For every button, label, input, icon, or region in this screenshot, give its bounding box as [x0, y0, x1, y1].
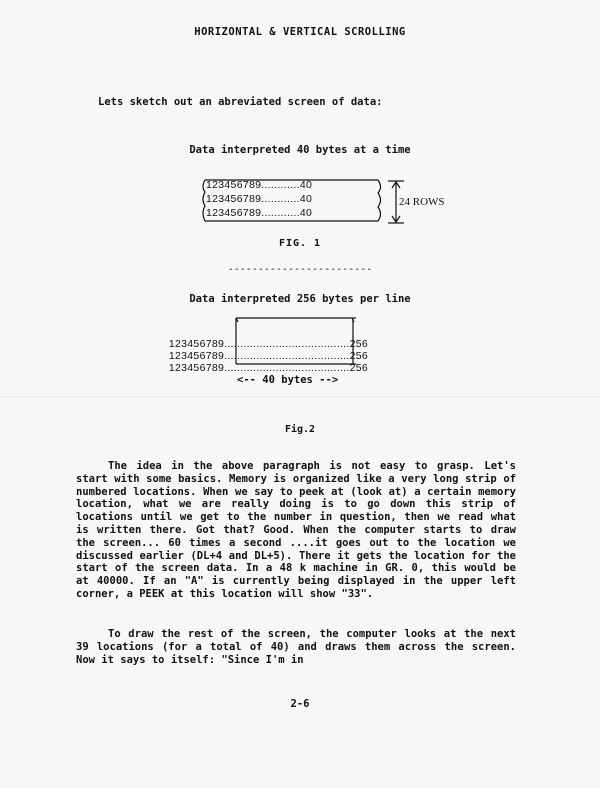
rows-label: 24 ROWS	[399, 196, 445, 208]
separator-line: ------------------------	[227, 264, 373, 275]
paragraph-1-text: The idea in the above paragraph is not easy to grasp. Let's start with some basics. Memory is organized like a very long strip of numbered locations. When we say to peek at (look at) a certain memory location, what we are really doing is to go down this strip of locations until we get to the number in question, then we read what is written there. Got that? Good. When the computer starts to draw the screen... 60 times a second ....it goes out to the location we discussed earlier (DL+4 and DL+5). There it gets the location for the start of the screen data. In a 48 k machine in GR. 0, this would be at 40000. If an "A" is currently being displayed in the upper left corner, a PEEK at this location will show "33".	[76, 460, 516, 600]
fig1-caption: Data interpreted 40 bytes at a time	[189, 144, 411, 156]
fig2-row-end: ......256	[330, 338, 369, 350]
fig2-row-middle: ...............................	[230, 362, 331, 374]
fig2-row-start: 123456789..	[168, 338, 231, 350]
intro-line: Lets sketch out an abreviated screen of data:	[98, 96, 383, 108]
paragraph-2	[76, 628, 516, 666]
page-number: 2-6	[290, 698, 310, 710]
fig2-diagram	[156, 316, 456, 374]
paper-fold	[0, 396, 600, 398]
fig2-row-middle: ...............................	[230, 338, 331, 350]
fig1-label: FIG. 1	[278, 238, 322, 249]
fig2-row-start: 123456789..	[168, 362, 231, 374]
fig2-span-label: <-- 40 bytes -->	[237, 374, 339, 386]
fig2-row-middle: ...............................	[230, 350, 331, 362]
fig2-label: Fig.2	[284, 424, 316, 435]
fig1-diagram	[198, 177, 398, 225]
fig1-row: 123456789............40	[206, 193, 313, 205]
fig1-row: 123456789............40	[206, 207, 313, 219]
fig2-caption: Data interpreted 256 bytes per line	[189, 293, 411, 305]
paragraph-1	[76, 460, 516, 601]
paragraph-2-text: To draw the rest of the screen, the computer looks at the next 39 locations (for a total of 40) and draws them across the screen. Now it says to itself: "Since I'm in	[76, 628, 516, 666]
fig2-row-end: ......256	[330, 362, 369, 374]
fig2-row-end: ......256	[330, 350, 369, 362]
fig2-row-start: 123456789..	[168, 350, 231, 362]
page-heading: HORIZONTAL & VERTICAL SCROLLING	[194, 26, 406, 38]
fig1-row: 123456789............40	[206, 179, 313, 191]
